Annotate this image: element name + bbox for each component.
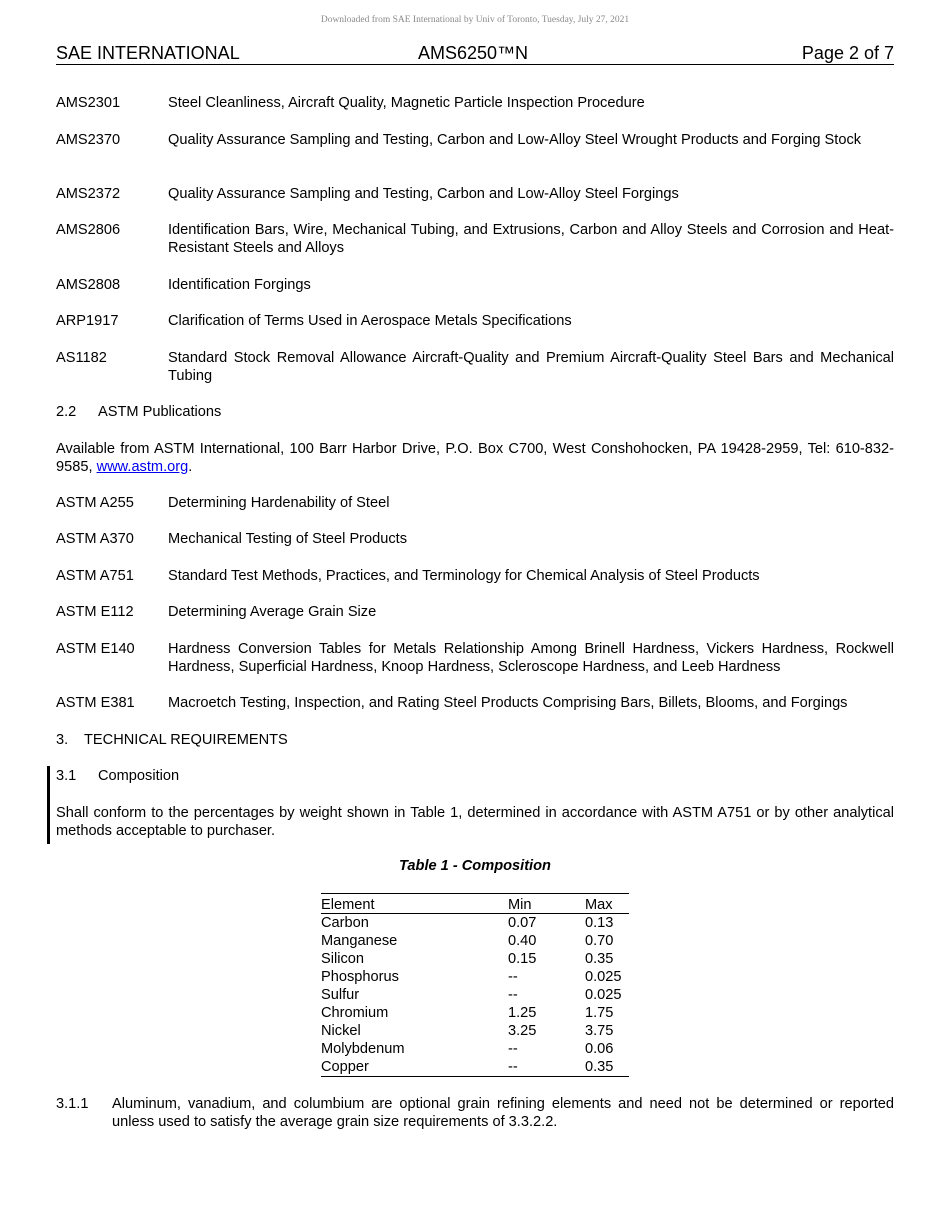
header-org: SAE INTERNATIONAL xyxy=(56,43,240,63)
column-header-min: Min xyxy=(508,894,585,914)
cell-element: Nickel xyxy=(321,1023,361,1039)
astm-website-link[interactable]: www.astm.org xyxy=(96,459,189,475)
cell-min: 0.07 xyxy=(508,915,537,931)
reference-code: ASTM A751 xyxy=(56,568,134,584)
reference-title: Identification Forgings xyxy=(168,277,311,293)
cell-element: Sulfur xyxy=(321,987,360,1003)
reference-title: Quality Assurance Sampling and Testing, Carbon and Low-Alloy Steel Wrought Products and Forging Stock xyxy=(168,132,862,148)
reference-code: ARP1917 xyxy=(56,313,119,329)
cell-max: 0.35 xyxy=(585,1059,614,1075)
reference-item xyxy=(56,312,894,330)
cell-element: Molybdenum xyxy=(321,1041,405,1057)
cell-min: 3.25 xyxy=(508,1023,537,1039)
cell-element: Manganese xyxy=(321,933,398,949)
cell-min: -- xyxy=(508,969,518,985)
cell-max: 0.13 xyxy=(585,915,614,931)
table-row xyxy=(321,914,629,933)
table-caption: Table 1 - Composition xyxy=(399,858,551,874)
reference-title: Steel Cleanliness, Aircraft Quality, Magnetic Particle Inspection Procedure xyxy=(168,95,645,111)
header-doc-number: AMS6250™N xyxy=(418,43,529,63)
reference-item xyxy=(56,221,894,257)
table-row xyxy=(321,1040,629,1058)
reference-item xyxy=(56,494,894,512)
reference-code: ASTM E140 xyxy=(56,641,135,657)
table-row xyxy=(321,986,629,1004)
reference-title: Mechanical Testing of Steel Products xyxy=(168,531,408,547)
reference-code: ASTM A255 xyxy=(56,495,134,511)
cell-max: 0.025 xyxy=(585,969,622,985)
reference-code: AMS2806 xyxy=(56,222,121,238)
cell-element: Phosphorus xyxy=(321,969,399,985)
reference-title: Determining Hardenability of Steel xyxy=(168,495,390,511)
cell-max: 1.75 xyxy=(585,1005,614,1021)
cell-element: Chromium xyxy=(321,1005,389,1021)
reference-item xyxy=(56,94,894,112)
column-header-max: Max xyxy=(585,894,629,914)
section-number: 3.1 xyxy=(56,768,77,784)
reference-item xyxy=(56,131,894,149)
download-notice: Downloaded from SAE International by Univ of Toronto, Tuesday, July 27, 2021 xyxy=(320,15,630,25)
section-number: 3. xyxy=(56,732,69,748)
table-row xyxy=(321,968,629,986)
cell-min: 0.40 xyxy=(508,933,537,949)
cell-max: 3.75 xyxy=(585,1023,614,1039)
cell-max: 0.06 xyxy=(585,1041,614,1057)
reference-title: Macroetch Testing, Inspection, and Rating Steel Products Comprising Bars, Billets, Blooms, and Forgings xyxy=(168,695,848,711)
cell-min: -- xyxy=(508,1059,518,1075)
table-header-row xyxy=(321,894,629,914)
cell-min: 0.15 xyxy=(508,951,537,967)
section-number: 2.2 xyxy=(56,404,77,420)
section-heading-2-2 xyxy=(56,403,221,421)
reference-item xyxy=(56,694,894,712)
availability-trailing: . xyxy=(188,459,193,475)
composition-paragraph: Shall conform to the percentages by weight shown in Table 1, determined in accordance with ASTM A751 or by other analytical methods acceptable to purchaser. xyxy=(56,805,894,839)
reference-item xyxy=(56,567,894,585)
reference-title: Determining Average Grain Size xyxy=(168,604,377,620)
cell-min: -- xyxy=(508,987,518,1003)
reference-code: AMS2301 xyxy=(56,95,121,111)
reference-item xyxy=(56,185,894,203)
reference-item xyxy=(56,530,894,548)
cell-max: 0.70 xyxy=(585,933,614,949)
cell-element: Silicon xyxy=(321,951,364,967)
reference-item xyxy=(56,349,894,385)
composition-table xyxy=(321,893,629,1077)
subsection-3-1-1 xyxy=(56,1095,894,1131)
cell-element: Carbon xyxy=(321,915,369,931)
cell-max: 0.025 xyxy=(585,987,622,1003)
astm-availability-paragraph xyxy=(56,440,894,476)
reference-code: AS1182 xyxy=(56,350,107,366)
table-row xyxy=(321,932,629,950)
section-heading-3 xyxy=(56,731,288,749)
header-page-number: Page 2 of 7 xyxy=(801,43,894,63)
table-row xyxy=(321,1058,629,1077)
reference-title: Standard Stock Removal Allowance Aircraft-Quality and Premium Aircraft-Quality Steel Bars and Mechanical Tubing xyxy=(168,350,894,384)
cell-max: 0.35 xyxy=(585,951,614,967)
reference-title: Clarification of Terms Used in Aerospace Metals Specifications xyxy=(168,313,572,329)
reference-title: Hardness Conversion Tables for Metals Relationship Among Brinell Hardness, Vickers Hardness, Rockwell Hardness, Superficial Hardness, Knoop Hardness, Scleroscope Hardness, and Leeb Hardness xyxy=(168,641,894,675)
table-row xyxy=(321,950,629,968)
reference-code: ASTM E112 xyxy=(56,604,134,620)
page-header xyxy=(56,43,894,65)
column-header-element: Element xyxy=(321,894,508,914)
reference-code: ASTM E381 xyxy=(56,695,135,711)
section-title: ASTM Publications xyxy=(98,404,222,420)
cell-min: 1.25 xyxy=(508,1005,537,1021)
subsection-number: 3.1.1 xyxy=(56,1096,89,1112)
table-row xyxy=(321,1004,629,1022)
reference-code: AMS2808 xyxy=(56,277,121,293)
cell-min: -- xyxy=(508,1041,518,1057)
reference-code: AMS2370 xyxy=(56,132,121,148)
reference-item xyxy=(56,603,894,621)
reference-title: Identification Bars, Wire, Mechanical Tubing, and Extrusions, Carbon and Alloy Steels and Corrosion and Heat-Resistant Steels and Alloys xyxy=(168,222,894,256)
cell-element: Copper xyxy=(321,1059,369,1075)
reference-title: Standard Test Methods, Practices, and Terminology for Chemical Analysis of Steel Products xyxy=(168,568,760,584)
section-title: Composition xyxy=(98,768,180,784)
reference-title: Quality Assurance Sampling and Testing, Carbon and Low-Alloy Steel Forgings xyxy=(168,186,679,202)
section-heading-3-1 xyxy=(56,767,179,785)
subsection-body: Aluminum, vanadium, and columbium are optional grain refining elements and need not be determined or reported unless used to satisfy the average grain size requirements of 3.3.2.2. xyxy=(112,1096,894,1130)
section-title: TECHNICAL REQUIREMENTS xyxy=(84,732,288,748)
reference-code: AMS2372 xyxy=(56,186,121,202)
reference-item xyxy=(56,640,894,676)
reference-code: ASTM A370 xyxy=(56,531,134,547)
availability-text: Available from ASTM International, 100 Barr Harbor Drive, P.O. Box C700, West Conshohocken, PA 19428-2959, Tel: 610-832-9585, xyxy=(56,441,894,475)
table-row xyxy=(321,1022,629,1040)
reference-item xyxy=(56,276,894,294)
revision-change-bar xyxy=(47,766,50,844)
